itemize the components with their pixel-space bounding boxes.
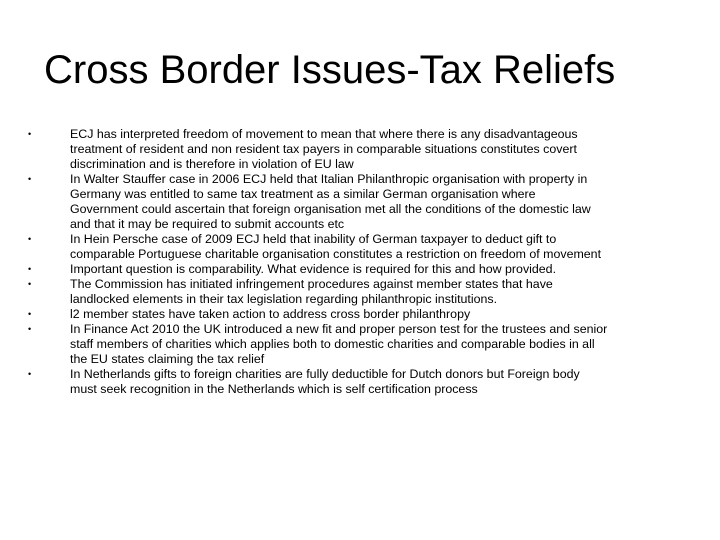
bullet-text-line: staff members of charities which applies both to domestic charities and comparable bodies in all bbox=[70, 337, 595, 351]
bullet-text-line: The Commission has initiated infringement procedures against member states that have bbox=[70, 277, 553, 291]
bullet-item bbox=[28, 262, 693, 277]
bullet-text-line: In Netherlands gifts to foreign charities are fully deductible for Dutch donors but Foreign body bbox=[70, 367, 580, 381]
bullet-marker: • bbox=[28, 309, 32, 319]
bullet-item bbox=[28, 127, 693, 172]
bullet-marker: • bbox=[28, 324, 32, 334]
bullet-item bbox=[28, 367, 693, 397]
bullet-text-line: must seek recognition in the Netherlands which is self certification process bbox=[70, 382, 478, 396]
bullet-list bbox=[28, 127, 693, 397]
bullet-text-line: Germany was entitled to same tax treatment as a similar German organisation where bbox=[70, 187, 536, 201]
bullet-marker: • bbox=[28, 129, 32, 139]
bullet-text-line: landlocked elements in their tax legislation regarding philanthropic institutions. bbox=[70, 292, 498, 306]
bullet-item bbox=[28, 277, 693, 307]
bullet-text-line: ECJ has interpreted freedom of movement to mean that where there is any disadvantageous bbox=[70, 127, 578, 141]
bullet-text-line: discrimination and is therefore in violation of EU law bbox=[70, 157, 354, 171]
bullet-text-line: comparable Portuguese charitable organisation constitutes a restriction on freedom of movement bbox=[70, 247, 602, 261]
bullet-text-line: In Walter Stauffer case in 2006 ECJ held that Italian Philanthropic organisation with property in bbox=[70, 172, 588, 186]
bullet-item bbox=[28, 172, 693, 232]
bullet-item bbox=[28, 307, 693, 322]
bullet-item bbox=[28, 322, 693, 367]
bullet-text-line: Important question is comparability. What evidence is required for this and how provided. bbox=[70, 262, 557, 276]
slide-title: Cross Border Issues-Tax Reliefs bbox=[44, 48, 616, 92]
bullet-marker: • bbox=[28, 279, 32, 289]
bullet-text-line: Government could ascertain that foreign organisation met all the conditions of the domestic law bbox=[70, 202, 591, 216]
bullet-text-line: In Finance Act 2010 the UK introduced a new fit and proper person test for the trustees and senior bbox=[70, 322, 608, 336]
bullet-text-line: treatment of resident and non resident tax payers in comparable situations constitutes covert bbox=[70, 142, 577, 156]
bullet-text-line: In Hein Persche case of 2009 ECJ held that inability of German taxpayer to deduct gift to bbox=[70, 232, 557, 246]
bullet-text-line: the EU states claiming the tax relief bbox=[70, 352, 265, 366]
bullet-marker: • bbox=[28, 234, 32, 244]
bullet-text-line: l2 member states have taken action to address cross border philanthropy bbox=[70, 307, 471, 321]
bullet-text-line: and that it may be required to submit accounts etc bbox=[70, 217, 345, 231]
bullet-marker: • bbox=[28, 174, 32, 184]
bullet-item bbox=[28, 232, 693, 262]
bullet-marker: • bbox=[28, 369, 32, 379]
bullet-marker: • bbox=[28, 264, 32, 274]
